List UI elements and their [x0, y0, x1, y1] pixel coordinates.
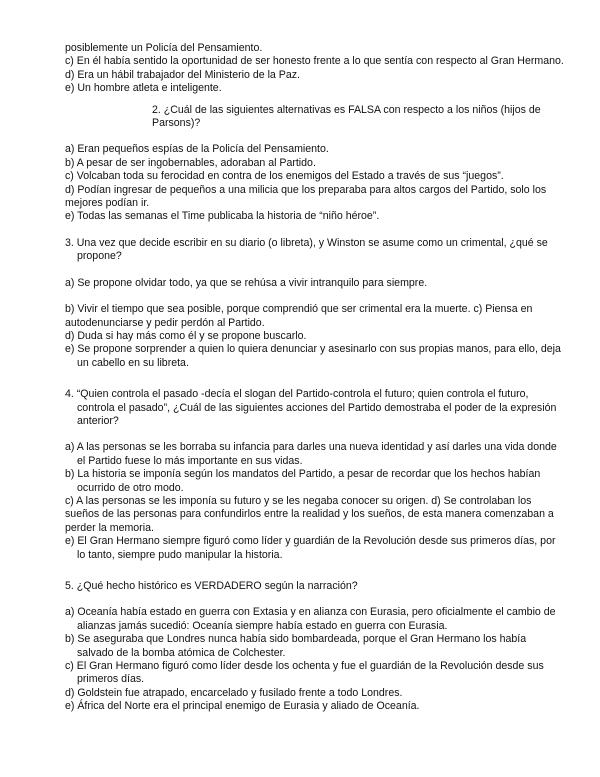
q2-option-e: e) Todas las semanas el Time publicaba la historia de “niño héroe”. — [65, 210, 380, 223]
q3-option-e: e) Se propone sorprender a quien lo quiera denunciar y asesinarlo con sus propias manos, para ello, deja un cabello en su libreta. — [65, 343, 561, 369]
q4-question: 4. “Quien controla el pasado -decía el slogan del Partido-controla el futuro; quien controla el futuro, controla el pasado”, ¿Cuál de las siguientes acciones del Partido demostraba el poder de la expresión anterior? — [65, 388, 557, 427]
q3-option-b-c: b) Vivir el tiempo que sea posible, porque comprendió que ser crimental era la muerte. c) Piensa en autodenunciarse y pedir perdón al Partido. — [65, 303, 533, 329]
q3-option-a: a) Se propone olvidar todo, ya que se rehúsa a vivir intranquilo para siempre. — [65, 276, 428, 289]
q5-option-b: b) Se aseguraba que Londres nunca había sido bombardeada, porque el Gran Hermano los había salvado de la bomba atómica de Colchester. — [65, 633, 527, 659]
q4-option-c-d: c) A las personas se les imponía su futuro y se les negaba conocer su origen. d) Se controlaban los sueños de las personas para confundirlos entre la realidad y los sueños, de esta manera comenzaban a perder la memoria. — [65, 494, 554, 534]
q5-question: 5. ¿Qué hecho histórico es VERDADERO según la narración? — [65, 580, 358, 592]
q1-option-c: c) En él había sentido la oportunidad de ser honesto frente a lo que sentía con respecto al Gran Hermano. — [65, 55, 564, 68]
q2-option-c: c) Volcaban toda su ferocidad en contra de los enemigos del Estado a través de sus “juegos”. — [65, 170, 504, 183]
q2-option-a: a) Eran pequeños espías de la Policía del Pensamiento. — [65, 143, 329, 156]
q3-question: 3. Una vez que decide escribir en su diario (o libreta), y Winston se asume como un crimental, ¿qué se propone? — [65, 236, 548, 263]
q5-option-d: d) Goldstein fue atrapado, encarcelado y fusilado frente a todo Londres. — [65, 686, 403, 699]
q1-option-d: d) Era un hábil trabajador del Ministerio de la Paz. — [65, 68, 300, 81]
q4-option-a: a) A las personas se les borraba su infancia para darles una nueva identidad y así darles una vida donde el Partido fuese lo más importante en sus vidas. — [65, 441, 557, 467]
q3-option-d: d) Duda si hay más como él y se propone buscarlo. — [65, 329, 307, 342]
q1-continuation: posiblemente un Policía del Pensamiento. — [65, 42, 263, 54]
q2-option-d: d) Podían ingresar de pequeños a una milicia que los preparaba para altos cargos del Partido, solo los mejores podían ir. — [65, 183, 547, 210]
document-page — [65, 42, 565, 714]
q2-option-b: b) A pesar de ser ingobernables, adoraban al Partido. — [65, 156, 316, 169]
q1-option-e: e) Un hombre atleta e inteligente. — [65, 82, 222, 95]
q5-option-a: a) Oceanía había estado en guerra con Extasia y en alianza con Eurasia, pero oficialmente el cambio de alianzas jamás sucedió: Oceanía siempre había estado en guerra con Eurasia. — [65, 606, 556, 632]
q4-option-b: b) La historia se imponía según los mandatos del Partido, a pesar de recordar que los hechos habían ocurrido de otro modo. — [65, 468, 541, 494]
q4-option-e: e) El Gran Hermano siempre figuró como líder y guardián de la Revolución desde sus primeros días, por lo tanto, siempre pudo manipular la historia. — [65, 535, 556, 561]
q5-option-c: c) El Gran Hermano figuró como líder desde los ochenta y fue el guardián de la Revolución desde sus primeros días. — [65, 660, 544, 686]
q2-question: 2. ¿Cuál de las siguientes alternativas es FALSA con respecto a los niños (hijos de Parsons)? — [152, 103, 541, 130]
q5-option-e: e) África del Norte era el principal enemigo de Eurasia y aliado de Oceanía. — [65, 700, 420, 713]
